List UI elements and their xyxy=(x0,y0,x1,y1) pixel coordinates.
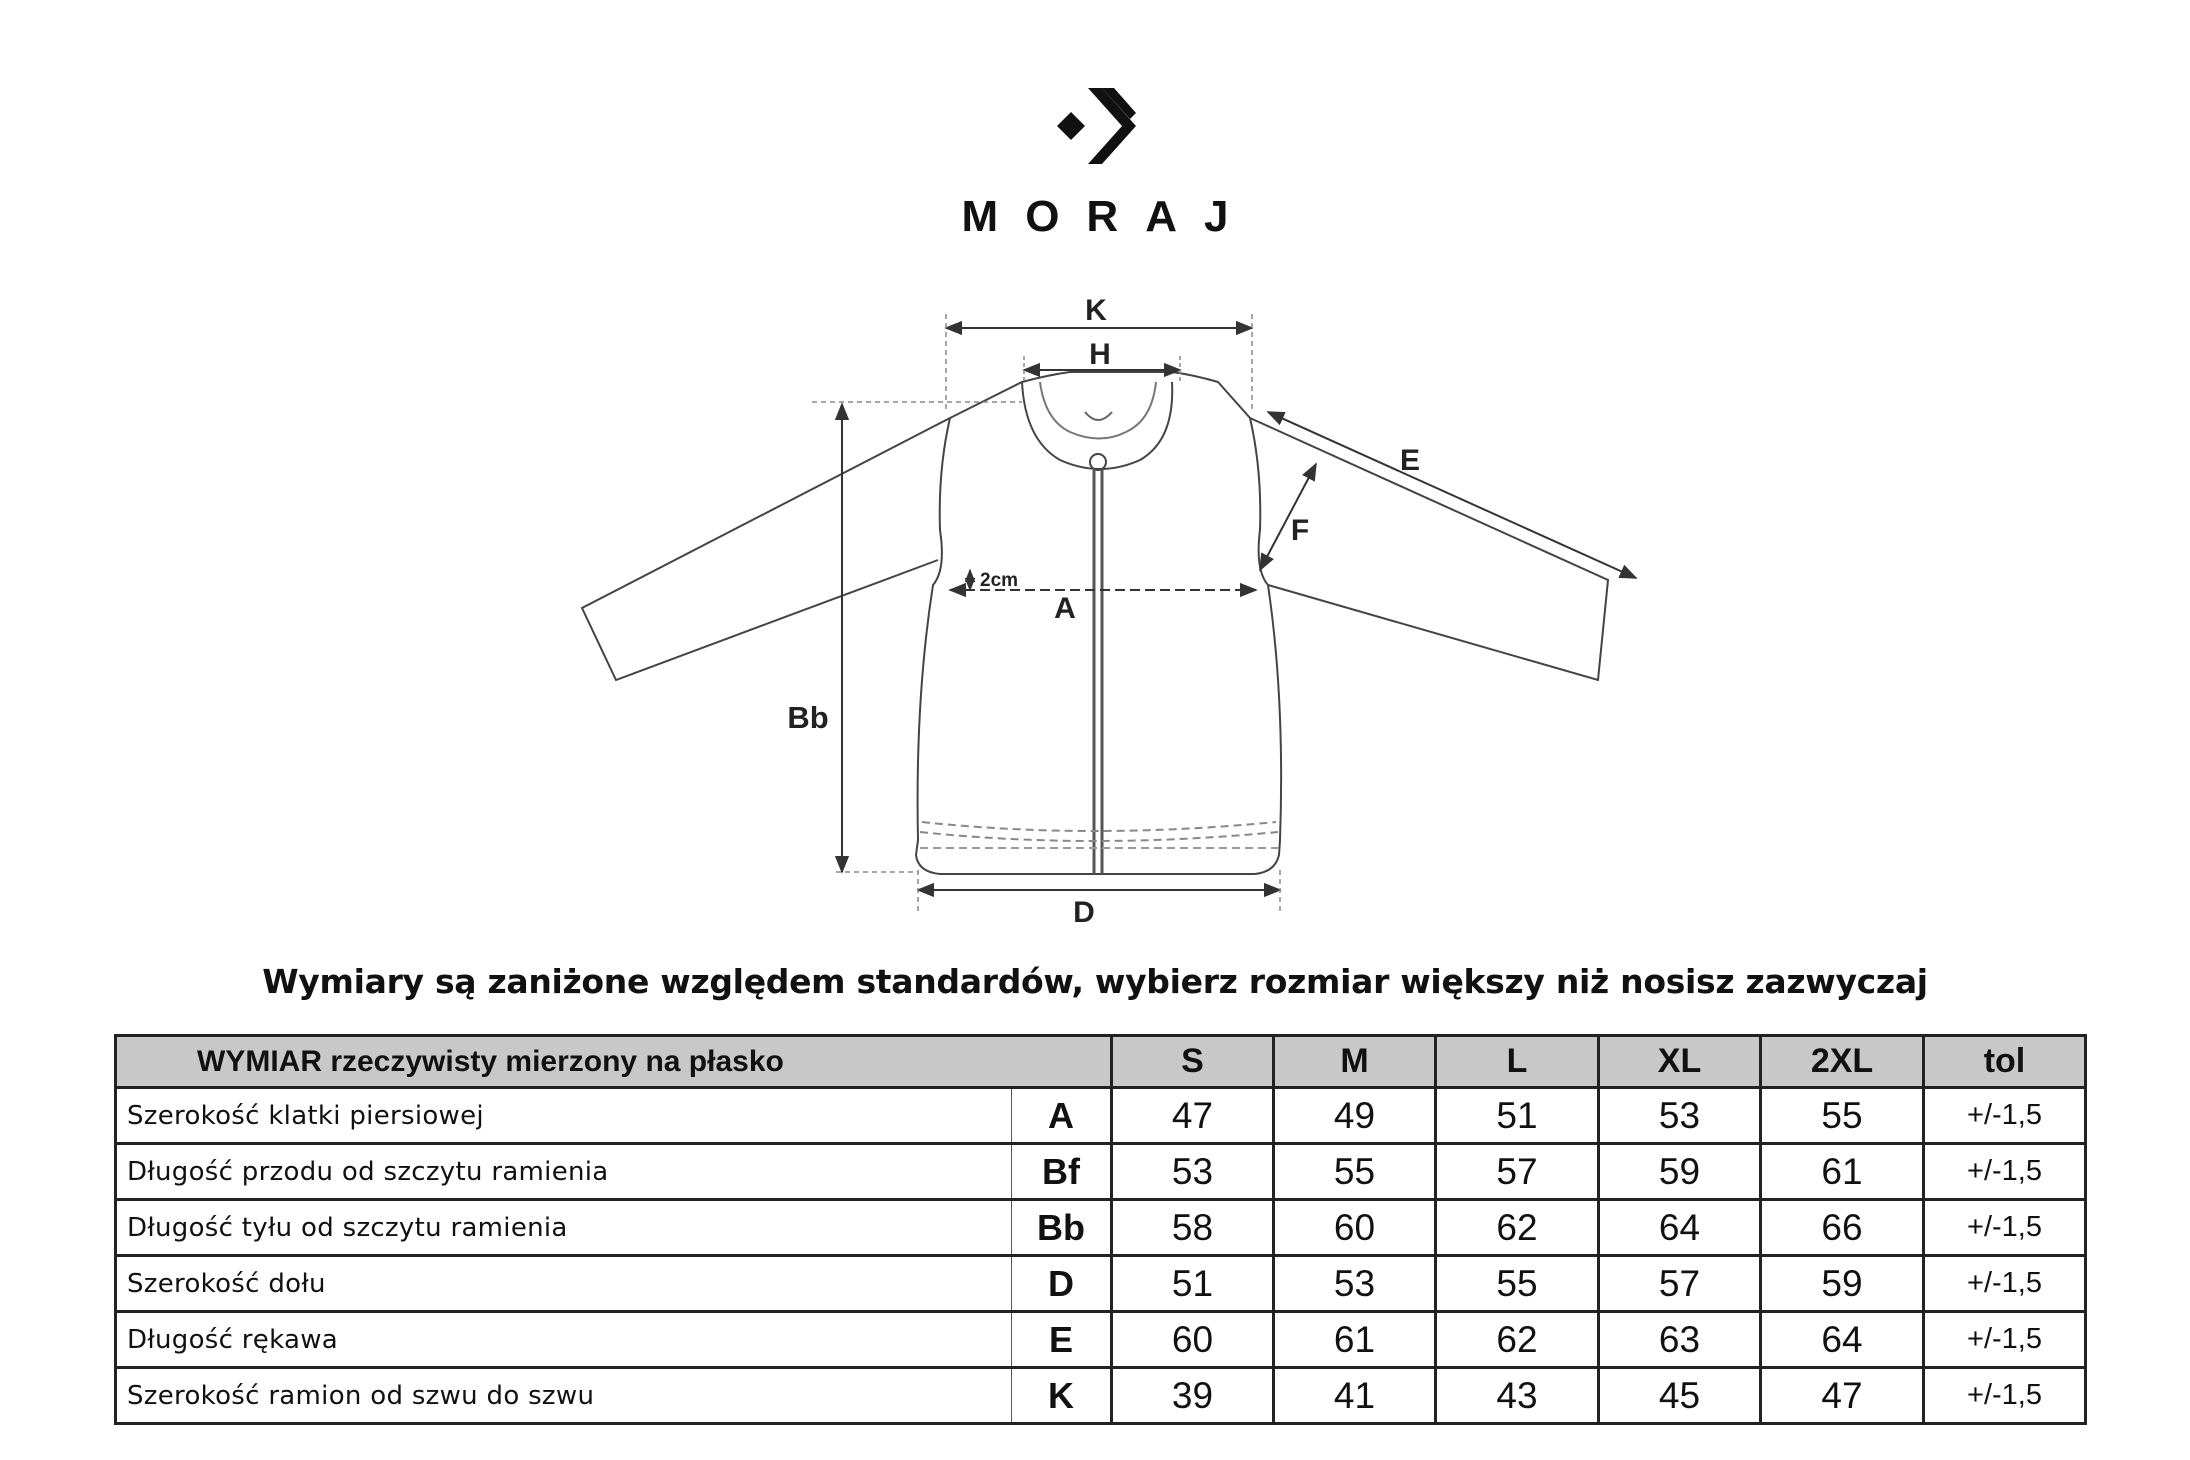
label-bb: Bb xyxy=(787,700,829,735)
cell-value: 61 xyxy=(1274,1312,1436,1368)
label-e: E xyxy=(1399,444,1421,477)
cell-value: 55 xyxy=(1436,1256,1599,1312)
cell-tolerance: +/-1,5 xyxy=(1924,1256,2086,1312)
row-code: A xyxy=(1012,1088,1112,1144)
size-table xyxy=(114,1034,2087,1425)
cell-value: 53 xyxy=(1274,1256,1436,1312)
cell-value: 49 xyxy=(1274,1088,1436,1144)
row-label: Długość tyłu od szczytu ramienia xyxy=(116,1200,1012,1256)
cell-value: 60 xyxy=(1274,1200,1436,1256)
cell-tolerance: +/-1,5 xyxy=(1924,1088,2086,1144)
brand-name: MORAJ xyxy=(961,192,1256,241)
table-header-row xyxy=(116,1036,2086,1088)
cell-value: 62 xyxy=(1436,1200,1599,1256)
cell-value: 59 xyxy=(1761,1256,1924,1312)
jacket-body-outline xyxy=(916,372,1281,874)
cell-value: 45 xyxy=(1599,1368,1761,1424)
left-sleeve-outline xyxy=(582,418,950,680)
cell-value: 66 xyxy=(1761,1200,1924,1256)
row-label: Długość przodu od szczytu ramienia xyxy=(116,1144,1012,1200)
cell-value: 60 xyxy=(1112,1312,1274,1368)
table-row xyxy=(116,1312,2086,1368)
cell-value: 61 xyxy=(1761,1144,1924,1200)
cell-tolerance: +/-1,5 xyxy=(1924,1144,2086,1200)
cell-value: 39 xyxy=(1112,1368,1274,1424)
row-label: Szerokość dołu xyxy=(116,1256,1012,1312)
cell-value: 57 xyxy=(1599,1256,1761,1312)
cell-value: 55 xyxy=(1761,1088,1924,1144)
collar-outline xyxy=(1022,382,1172,469)
table-row xyxy=(116,1144,2086,1200)
header-tol: tol xyxy=(1924,1036,2086,1088)
row-code: Bf xyxy=(1012,1144,1112,1200)
cell-value: 53 xyxy=(1599,1088,1761,1144)
size-notice: Wymiary są zaniżone względem standardów, wybierz rozmiar większy niż nosisz zazwyczaj xyxy=(262,962,1928,1001)
label-armpit-offset: 2cm xyxy=(980,570,1019,591)
table-row xyxy=(116,1088,2086,1144)
header-size-2xl: 2XL xyxy=(1761,1036,1924,1088)
table-row xyxy=(116,1368,2086,1424)
row-code: D xyxy=(1012,1256,1112,1312)
cell-value: 64 xyxy=(1599,1200,1761,1256)
cell-tolerance: +/-1,5 xyxy=(1924,1368,2086,1424)
cell-value: 59 xyxy=(1599,1144,1761,1200)
cell-value: 51 xyxy=(1112,1256,1274,1312)
row-code: E xyxy=(1012,1312,1112,1368)
row-code: Bb xyxy=(1012,1200,1112,1256)
cell-value: 62 xyxy=(1436,1312,1599,1368)
cell-value: 47 xyxy=(1112,1088,1274,1144)
cell-value: 43 xyxy=(1436,1368,1599,1424)
cell-value: 57 xyxy=(1436,1144,1599,1200)
label-k: K xyxy=(1085,294,1107,327)
row-code: K xyxy=(1012,1368,1112,1424)
row-label: Szerokość ramion od szwu do szwu xyxy=(116,1368,1012,1424)
row-label: Długość rękawa xyxy=(116,1312,1012,1368)
row-label: Szerokość klatki piersiowej xyxy=(116,1088,1012,1144)
cell-value: 41 xyxy=(1274,1368,1436,1424)
cell-value: 55 xyxy=(1274,1144,1436,1200)
cell-value: 53 xyxy=(1112,1144,1274,1200)
label-d: D xyxy=(1073,896,1095,929)
header-size-m: M xyxy=(1274,1036,1436,1088)
cell-tolerance: +/-1,5 xyxy=(1924,1312,2086,1368)
label-h: H xyxy=(1089,338,1111,371)
right-sleeve-outline xyxy=(1250,418,1608,680)
table-row xyxy=(116,1256,2086,1312)
cell-value: 58 xyxy=(1112,1200,1274,1256)
header-size-l: L xyxy=(1436,1036,1599,1088)
cell-value: 51 xyxy=(1436,1088,1599,1144)
cell-value: 63 xyxy=(1599,1312,1761,1368)
header-size-s: S xyxy=(1112,1036,1274,1088)
table-row xyxy=(116,1200,2086,1256)
label-a: A xyxy=(1054,592,1076,625)
header-title: WYMIAR rzeczywisty mierzony na płasko xyxy=(116,1036,1112,1088)
cell-value: 64 xyxy=(1761,1312,1924,1368)
cell-tolerance: +/-1,5 xyxy=(1924,1200,2086,1256)
label-f: F xyxy=(1290,514,1310,547)
cell-value: 47 xyxy=(1761,1368,1924,1424)
header-size-xl: XL xyxy=(1599,1036,1761,1088)
